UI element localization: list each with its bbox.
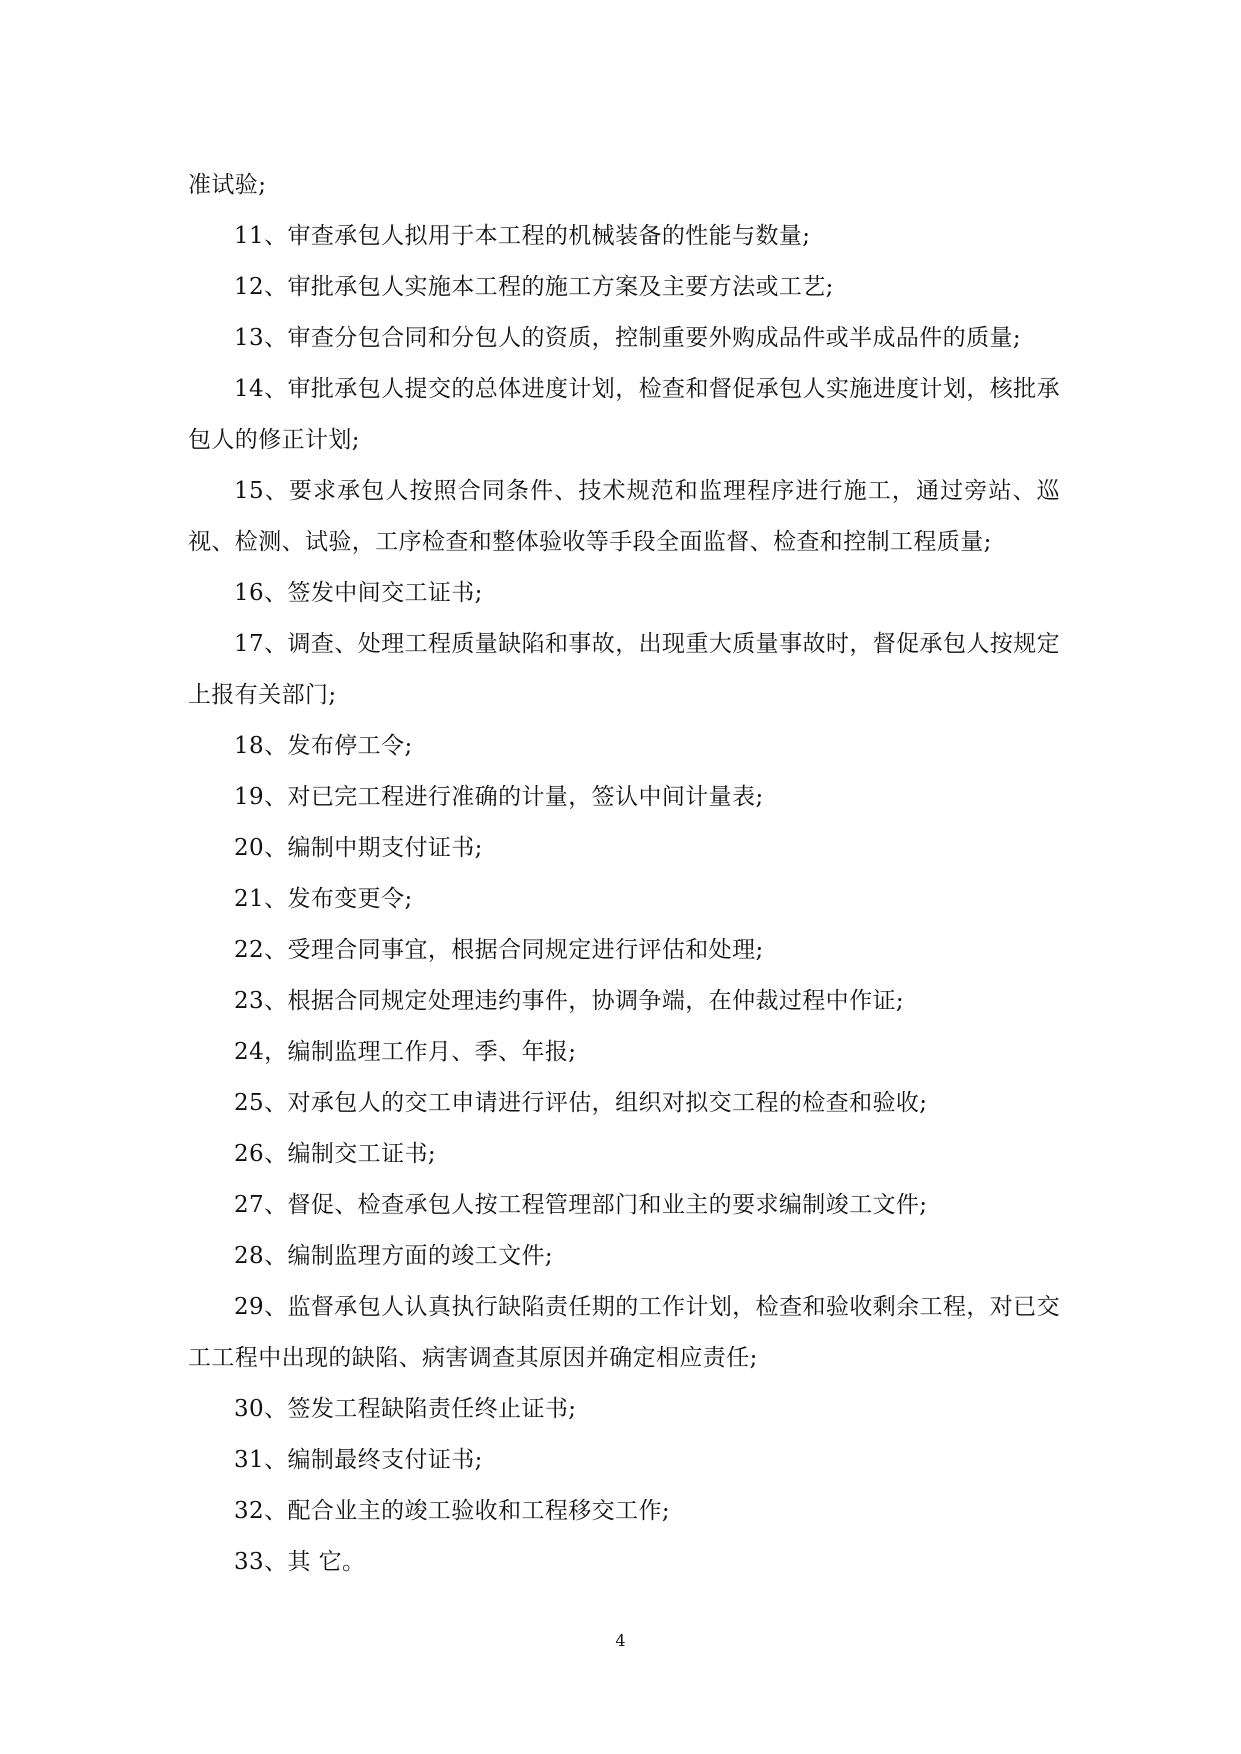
list-item: 31、编制最终支付证书; — [234, 1447, 483, 1473]
list-item: 准试验; — [188, 172, 267, 198]
list-item: 32、配合业主的竣工验收和工程移交工作; — [234, 1498, 671, 1524]
list-item: 26、编制交工证书; — [234, 1141, 437, 1167]
list-item: 20、编制中期支付证书; — [234, 835, 483, 861]
list-item: 15、要求承包人按照合同条件、技术规范和监理程序进行施工，通过旁站、巡视、检测、试验，工序检查和整体验收等手段全面监督、检查和控制工程质量; — [188, 478, 1060, 555]
list-item: 12、审批承包人实施本工程的施工方案及主要方法或工艺; — [234, 274, 834, 300]
list-item: 24，编制监理工作月、季、年报; — [234, 1039, 577, 1065]
list-item: 14、审批承包人提交的总体进度计划，检查和督促承包人实施进度计划，核批承包人的修正计划; — [188, 376, 1060, 453]
list-item: 25、对承包人的交工申请进行评估，组织对拟交工程的检查和验收; — [234, 1090, 928, 1116]
list-item: 23、根据合同规定处理违约事件，协调争端，在仲裁过程中作证; — [234, 988, 905, 1014]
list-item: 11、审查承包人拟用于本工程的机械装备的性能与数量; — [234, 223, 811, 249]
list-item: 17、调查、处理工程质量缺陷和事故，出现重大质量事故时，督促承包人按规定上报有关部门; — [188, 631, 1060, 708]
list-item: 19、对已完工程进行准确的计量，签认中间计量表; — [234, 784, 764, 810]
list-item: 18、发布停工令; — [234, 733, 413, 759]
list-item: 30、签发工程缺陷责任终止证书; — [234, 1396, 577, 1422]
list-item: 29、监督承包人认真执行缺陷责任期的工作计划，检查和验收剩余工程，对已交工工程中出现的缺陷、病害调查其原因并确定相应责任; — [188, 1294, 1060, 1371]
list-item: 28、编制监理方面的竣工文件; — [234, 1243, 554, 1269]
list-item: 27、督促、检查承包人按工程管理部门和业主的要求编制竣工文件; — [234, 1192, 928, 1218]
list-item: 22、受理合同事宜，根据合同规定进行评估和处理; — [234, 937, 764, 963]
document-body — [188, 160, 1060, 1588]
list-item: 33、其 它。 — [234, 1549, 366, 1575]
list-item: 16、签发中间交工证书; — [234, 580, 483, 606]
list-item: 13、审查分包合同和分包人的资质，控制重要外购成品件或半成品件的质量; — [234, 325, 1022, 351]
page-number: 4 — [615, 1631, 626, 1650]
list-item: 21、发布变更令; — [234, 886, 413, 912]
